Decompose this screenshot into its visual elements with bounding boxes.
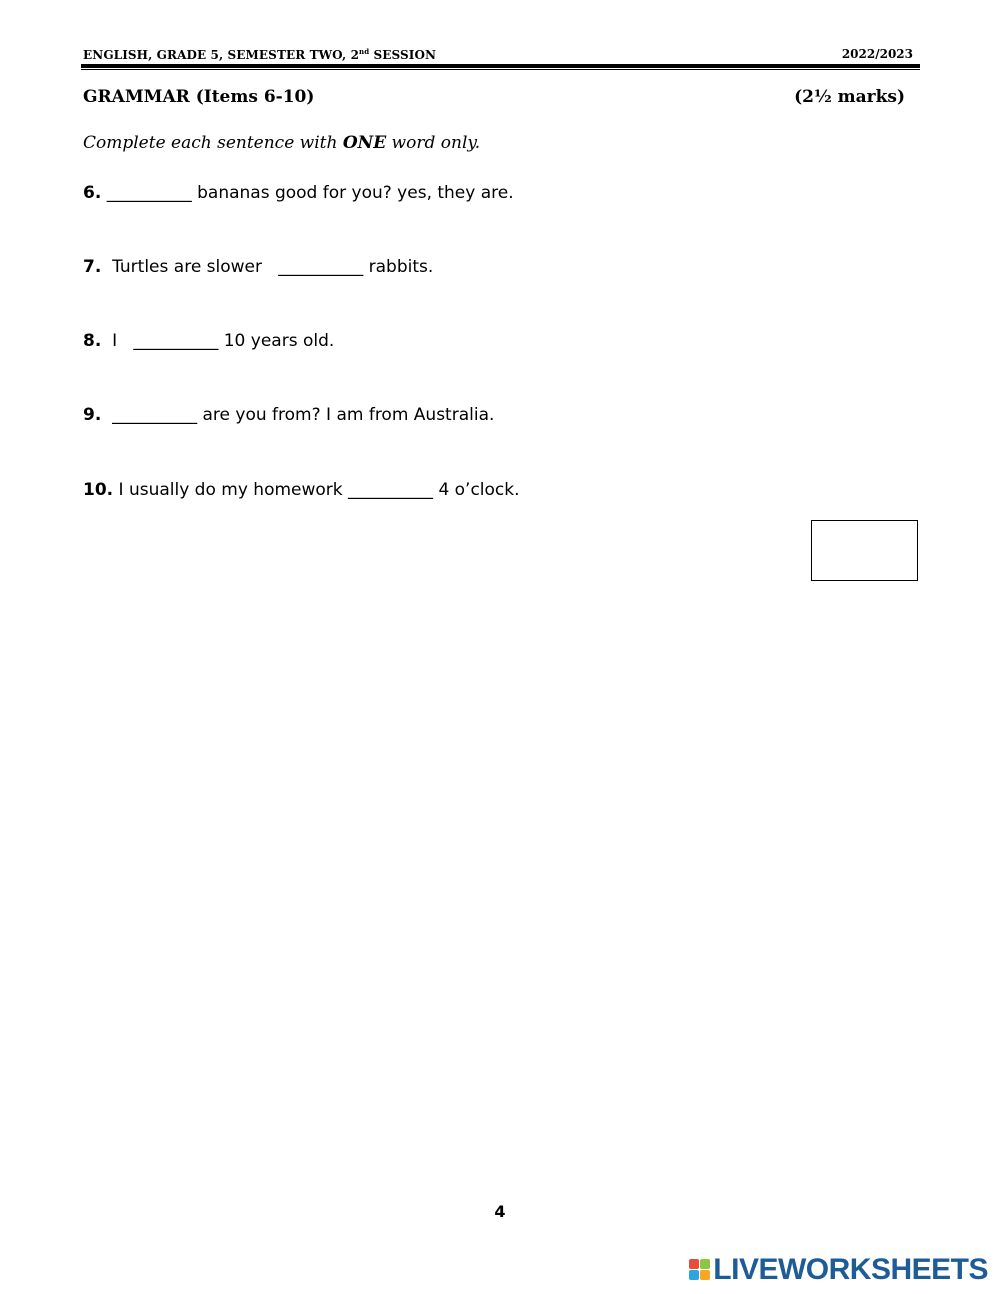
instruction-emphasis: ONE — [342, 133, 387, 153]
question-number: 8. — [83, 331, 102, 351]
question-item-9 — [83, 405, 494, 425]
document-header-year: 2022/2023 — [841, 47, 913, 61]
instruction-after: word only. — [386, 133, 481, 153]
question-item-8 — [83, 331, 334, 351]
header-divider-thin — [81, 69, 920, 70]
header-divider-thick — [81, 64, 920, 68]
question-item-10 — [83, 480, 520, 500]
question-text: __________ bananas good for you? yes, they are. — [101, 183, 514, 203]
question-number: 7. — [83, 257, 102, 277]
brand-name: LIVEWORKSHEETS — [713, 1253, 988, 1286]
score-box — [811, 520, 918, 581]
question-item-7 — [83, 257, 433, 277]
header-subject-tail: SESSION — [369, 48, 437, 62]
question-text: I __________ 10 years old. — [101, 331, 335, 351]
question-text: I usually do my homework __________ 4 o’clock. — [113, 480, 520, 500]
header-subject-main: ENGLISH, GRADE 5, SEMESTER TWO, 2 — [83, 48, 360, 62]
question-text: __________ are you from? I am from Australia. — [101, 405, 495, 425]
instruction-before: Complete each sentence with — [83, 133, 343, 153]
instruction-text — [83, 133, 480, 153]
question-number: 9. — [83, 405, 102, 425]
section-title: GRAMMAR (Items 6-10) — [83, 87, 315, 107]
question-number: 10. — [83, 480, 114, 500]
document-header-subject — [83, 47, 436, 62]
question-item-6 — [83, 183, 514, 203]
question-text: Turtles are slower __________ rabbits. — [101, 257, 434, 277]
section-marks: (2½ marks) — [794, 87, 905, 107]
liveworksheets-brand — [689, 1253, 988, 1287]
liveworksheets-logo-icon — [689, 1259, 711, 1281]
question-number: 6. — [83, 183, 102, 203]
page-number: 4 — [494, 1202, 506, 1221]
header-subject-superscript: nd — [359, 47, 370, 56]
